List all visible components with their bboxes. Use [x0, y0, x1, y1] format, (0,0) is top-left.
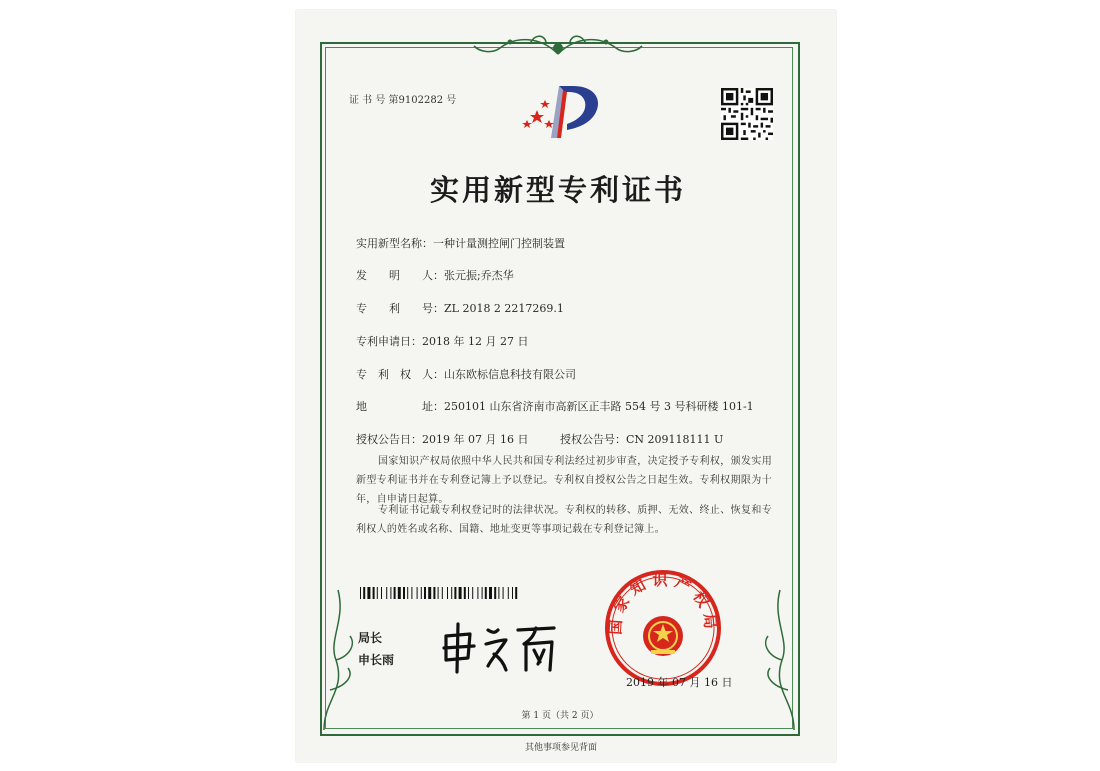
field-patentee-label: 专 利 权 人： [356, 368, 444, 381]
footer-note: 其他事项参见背面 [524, 743, 597, 753]
page-number: 第 1 页（共 2 页） [521, 711, 599, 721]
corner-ornament-bottom-right-icon [752, 580, 802, 730]
field-address-label: 地 址： [356, 400, 444, 413]
field-inventor-label: 发 明 人： [356, 269, 444, 282]
field-filing-date-value: 2018 年 12 月 27 日 [422, 335, 529, 348]
field-patentee [356, 366, 576, 382]
director-name: 申长雨 [358, 653, 395, 667]
certificate-title: 实用新型专利证书 [429, 173, 686, 207]
legal-status-paragraph: 专利证书记载专利权登记时的法律状况。专利权的转移、质押、无效、终止、恢复和专利权人的姓名或名称、国籍、地址变更等事项记载在专利登记簿上。 [356, 505, 772, 535]
grant-paragraph: 国家知识产权局依照中华人民共和国专利法经过初步审查，决定授予专利权，颁发实用新型专利证书并在专利登记簿上予以登记。专利权自授权公告之日起生效。专利权期限为十年，自申请日起算。 [356, 456, 772, 505]
field-announce-no [560, 431, 723, 447]
official-seal-icon [603, 568, 723, 688]
field-patent-no-label: 专 利 号： [356, 302, 444, 315]
field-patent-no [356, 300, 564, 316]
field-announce-date [356, 431, 528, 447]
field-announce-no-label: 授权公告号： [560, 433, 626, 446]
patent-office-emblem-icon [515, 80, 605, 142]
field-announce-date-value: 2019 年 07 月 16 日 [422, 433, 529, 446]
field-announce-date-label: 授权公告日： [356, 433, 422, 446]
seal-date: 2019 年 07 月 16 日 [626, 676, 733, 689]
field-name-value: 一种计量测控闸门控制装置 [433, 237, 565, 250]
field-patentee-value: 山东欧标信息科技有限公司 [444, 368, 576, 381]
field-inventor [356, 267, 514, 283]
field-announce-no-value: CN 209118111 U [626, 433, 724, 446]
qr-code-icon [721, 88, 773, 140]
director-title: 局长 [358, 631, 383, 645]
field-patent-no-value: ZL 2018 2 2217269.1 [444, 302, 564, 315]
field-address [356, 398, 754, 414]
field-filing-date-label: 专利申请日： [356, 335, 422, 348]
certificate-number: 证 书 号 第9102282 号 [349, 95, 457, 106]
signature-icon [440, 620, 560, 676]
field-filing-date [356, 333, 528, 349]
seal-text: 国家知识产权局 [606, 571, 720, 636]
field-inventor-value: 张元振;乔杰华 [444, 269, 514, 282]
top-ornament-icon [470, 30, 646, 60]
field-address-value: 250101 山东省济南市高新区正丰路 554 号 3 号科研楼 101-1 [444, 400, 754, 413]
barcode-icon [360, 587, 520, 599]
field-name-label: 实用新型名称： [356, 237, 433, 250]
field-name [356, 235, 565, 251]
